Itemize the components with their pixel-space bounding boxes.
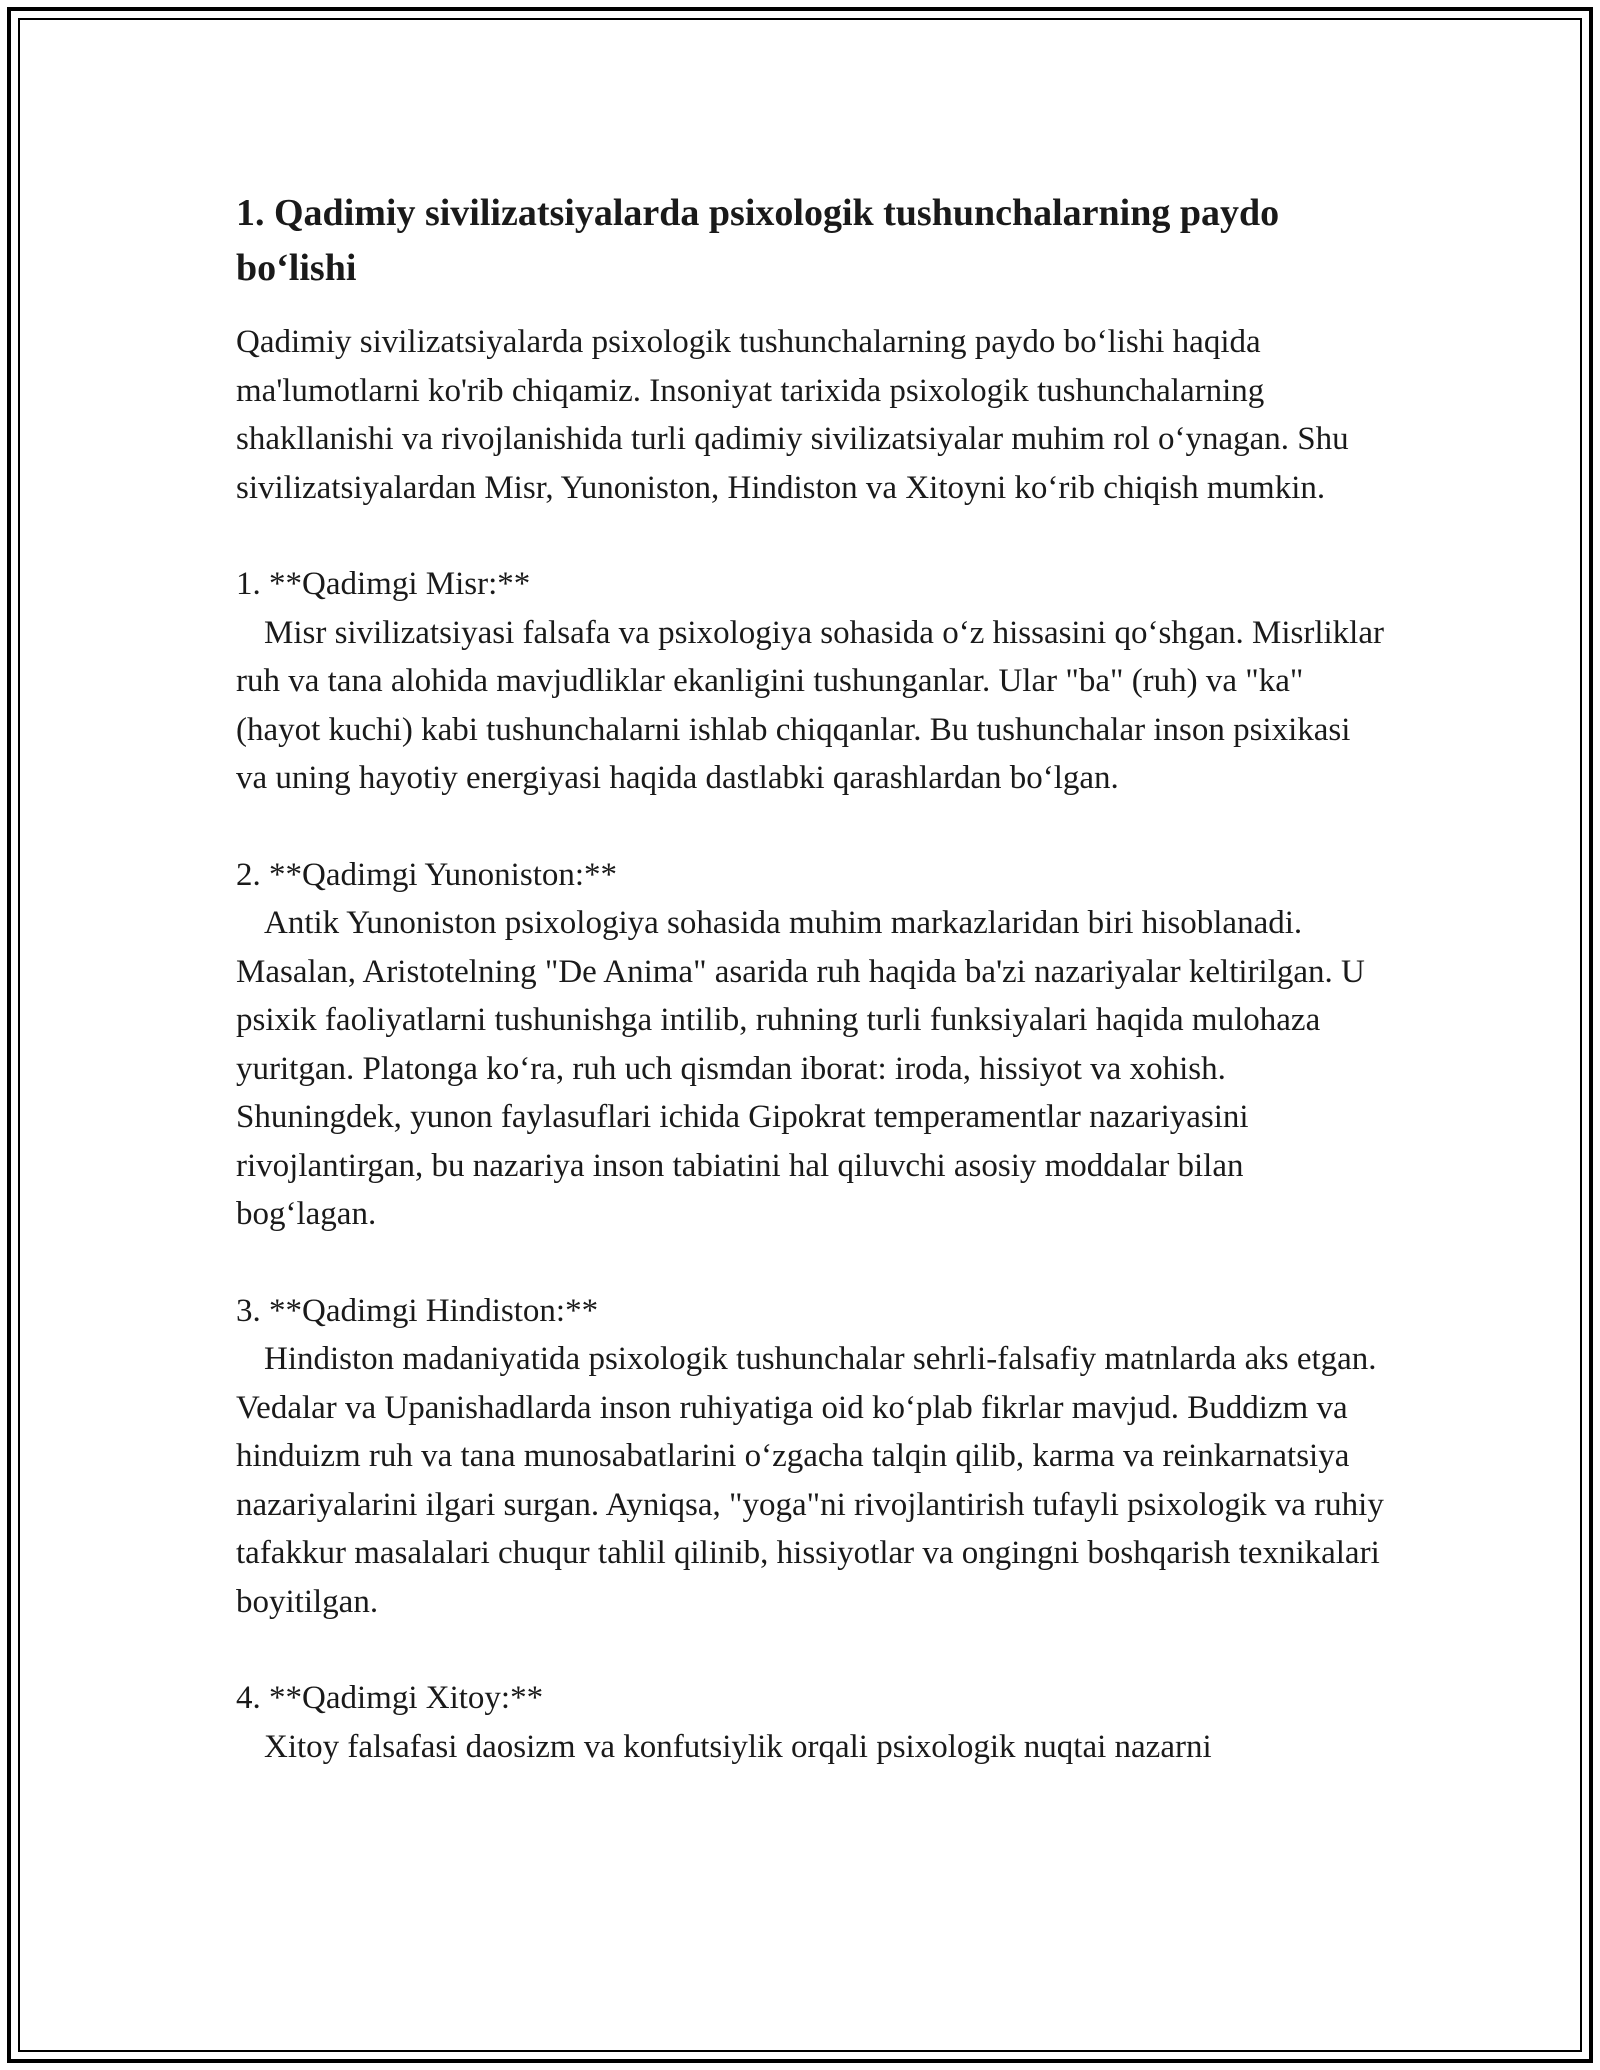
section-heading: 4. **Qadimgi Xitoy:** [236,1680,544,1716]
section-yunoniston [236,851,1386,1239]
section-body: Hindiston madaniyatida psixologik tushunchalar sehrli-falsafiy matnlarda aks etgan. Vedalar va Upanishadlarda inson ruhiyatiga oid koʻplab fikrlar mavjud. Buddizm va hinduizm ruh va tana munosabatlarini oʻzgacha talqin qilib, karma va reinkarnatsiya nazariyalarini ilgari surgan. Ayniqsa, "yoga"ni rivojlantirish tufayli psixologik va ruhiy tafakkur masalalari chuqur tahlil qilinib, hissiyotlar va ongingni boshqarish texnikalari boyitilgan. [236,1341,1384,1620]
document-content [236,186,1386,1819]
section-heading: 2. **Qadimgi Yunoniston:** [236,856,618,893]
section-body: Xitoy falsafasi daosizm va konfutsiylik orqali psixologik nuqtai nazarni [264,1728,1212,1765]
section-hindiston [236,1287,1386,1627]
section-body: Misr sivilizatsiyasi falsafa va psixologiya sohasida oʻz hissasini qoʻshgan. Misrliklar ruh va tana alohida mavjudliklar ekanligini tushunganlar. Ular "ba" (ruh) va "ka" (hayot kuchi) kabi tushunchalarni ishlab chiqqanlar. Bu tushunchalar inson psixikasi va uning hayotiy energiyasi haqida dastlabki qarashlardan boʻlgan. [236,614,1384,796]
intro-paragraph: Qadimiy sivilizatsiyalarda psixologik tushunchalarning paydo boʻlishi haqida ma'lumotlarni ko'rib chiqamiz. Insoniyat tarixida psixologik tushunchalarning shakllanishi va rivojlanishida turli qadimiy sivilizatsiyalar muhim rol oʻynagan. Shu sivilizatsiyalardan Misr, Yunoniston, Hindiston va Xitoyni koʻrib chiqish mumkin. [236,324,1349,506]
section-misr [236,560,1386,803]
section-body: Antik Yunoniston psixologiya sohasida muhim markazlaridan biri hisoblanadi. Masalan, Aristotelning "De Anima" asarida ruh haqida ba'zi nazariyalar keltirilgan. U psixik faoliyatlarni tushunishga intilib, ruhning turli funksiyalari haqida mulohaza yuritgan. Platonga koʻra, ruh uch qismdan iborat: iroda, hissiyot va xohish. Shuningdek, yunon faylasuflari ichida Gipokrat temperamentlar nazariyasini rivojlantirgan, bu nazariya inson tabiatini hal qiluvchi asosiy moddalar bilan bogʻlagan. [236,905,1365,1232]
section-xitoy [236,1674,1386,1771]
section-heading: 1. **Qadimgi Misr:** [236,566,531,602]
section-heading: 3. **Qadimgi Hindiston:** [236,1292,599,1329]
document-title: 1. Qadimiy sivilizatsiyalarda psixologik tushunchalarning paydo boʻlishi [236,192,1280,289]
